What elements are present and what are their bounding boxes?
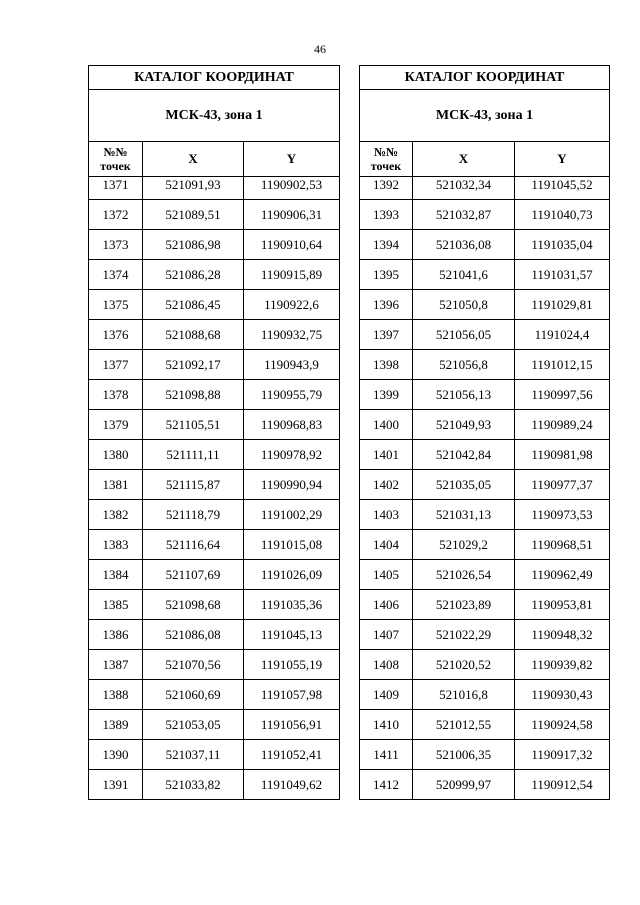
x-coordinate-cell: 521032,87 <box>413 200 515 230</box>
y-coordinate-cell: 1190978,92 <box>244 440 340 470</box>
column-header-point-number-line2: точек <box>100 159 131 173</box>
y-coordinate-cell: 1191024,4 <box>515 320 610 350</box>
table-row <box>360 470 610 500</box>
point-number-cell: 1385 <box>89 590 143 620</box>
y-coordinate-cell: 1191035,36 <box>244 590 340 620</box>
table-row <box>89 290 340 320</box>
point-number-cell: 1404 <box>360 530 413 560</box>
x-coordinate-cell: 521056,05 <box>413 320 515 350</box>
y-coordinate-cell: 1190922,6 <box>244 290 340 320</box>
y-coordinate-cell: 1190990,94 <box>244 470 340 500</box>
y-coordinate-cell: 1191029,81 <box>515 290 610 320</box>
point-number-cell: 1384 <box>89 560 143 590</box>
point-number-cell: 1378 <box>89 380 143 410</box>
table-row <box>89 380 340 410</box>
x-coordinate-cell: 521060,69 <box>143 680 244 710</box>
y-coordinate-cell: 1190932,75 <box>244 320 340 350</box>
x-coordinate-cell: 520999,97 <box>413 770 515 800</box>
y-coordinate-cell: 1191035,04 <box>515 230 610 260</box>
table-row <box>360 500 610 530</box>
x-coordinate-cell: 521098,68 <box>143 590 244 620</box>
coordinate-catalog-left <box>88 65 340 800</box>
y-coordinate-cell: 1191031,57 <box>515 260 610 290</box>
point-number-cell: 1377 <box>89 350 143 380</box>
point-number-cell: 1395 <box>360 260 413 290</box>
catalog-zone: МСК-43, зона 1 <box>89 90 340 142</box>
x-coordinate-cell: 521049,93 <box>413 410 515 440</box>
column-header-x: X <box>143 142 244 177</box>
y-coordinate-cell: 1191055,19 <box>244 650 340 680</box>
x-coordinate-cell: 521107,69 <box>143 560 244 590</box>
point-number-cell: 1381 <box>89 470 143 500</box>
x-coordinate-cell: 521118,79 <box>143 500 244 530</box>
x-coordinate-cell: 521086,08 <box>143 620 244 650</box>
y-coordinate-cell: 1191049,62 <box>244 770 340 800</box>
point-number-cell: 1376 <box>89 320 143 350</box>
point-number-cell: 1390 <box>89 740 143 770</box>
y-coordinate-cell: 1190977,37 <box>515 470 610 500</box>
point-number-cell: 1403 <box>360 500 413 530</box>
table-row <box>360 350 610 380</box>
x-coordinate-cell: 521026,54 <box>413 560 515 590</box>
point-number-cell: 1410 <box>360 710 413 740</box>
y-coordinate-cell: 1190912,54 <box>515 770 610 800</box>
x-coordinate-cell: 521056,8 <box>413 350 515 380</box>
x-coordinate-cell: 521056,13 <box>413 380 515 410</box>
x-coordinate-cell: 521031,13 <box>413 500 515 530</box>
y-coordinate-cell: 1190981,98 <box>515 440 610 470</box>
point-number-cell: 1386 <box>89 620 143 650</box>
table-row <box>360 770 610 800</box>
table-row <box>360 380 610 410</box>
table-row <box>89 320 340 350</box>
point-number-cell: 1406 <box>360 590 413 620</box>
y-coordinate-cell: 1190943,9 <box>244 350 340 380</box>
y-coordinate-cell: 1190989,24 <box>515 410 610 440</box>
y-coordinate-cell: 1191002,29 <box>244 500 340 530</box>
y-coordinate-cell: 1191052,41 <box>244 740 340 770</box>
table-row <box>360 590 610 620</box>
column-header-y: Y <box>515 142 610 177</box>
table-row <box>89 680 340 710</box>
x-coordinate-cell: 521012,55 <box>413 710 515 740</box>
y-coordinate-cell: 1191015,08 <box>244 530 340 560</box>
table-row <box>360 320 610 350</box>
point-number-cell: 1405 <box>360 560 413 590</box>
table-row <box>360 650 610 680</box>
table-row <box>89 530 340 560</box>
y-coordinate-cell: 1191040,73 <box>515 200 610 230</box>
column-header-point-number-line2: точек <box>370 159 402 173</box>
point-number-cell: 1402 <box>360 470 413 500</box>
point-number-cell: 1399 <box>360 380 413 410</box>
x-coordinate-cell: 521016,8 <box>413 680 515 710</box>
table-row <box>360 290 610 320</box>
point-number-cell: 1396 <box>360 290 413 320</box>
y-coordinate-cell: 1190930,43 <box>515 680 610 710</box>
table-row <box>89 500 340 530</box>
column-header-y: Y <box>244 142 340 177</box>
x-coordinate-cell: 521022,29 <box>413 620 515 650</box>
page-number: 46 <box>314 42 326 56</box>
table-row <box>89 350 340 380</box>
y-coordinate-cell: 1191012,15 <box>515 350 610 380</box>
x-coordinate-cell: 521037,11 <box>143 740 244 770</box>
y-coordinate-cell: 1190968,51 <box>515 530 610 560</box>
table-row <box>89 177 340 200</box>
y-coordinate-cell: 1191045,52 <box>515 177 610 200</box>
y-coordinate-cell: 1190962,49 <box>515 560 610 590</box>
x-coordinate-cell: 521029,2 <box>413 530 515 560</box>
coordinate-catalog-right <box>359 65 610 800</box>
point-number-cell: 1372 <box>89 200 143 230</box>
table-row <box>89 740 340 770</box>
column-header-x: X <box>413 142 515 177</box>
table-row <box>360 410 610 440</box>
y-coordinate-cell: 1190915,89 <box>244 260 340 290</box>
column-header-point-number-line1: №№ <box>373 145 399 159</box>
point-number-cell: 1392 <box>360 177 413 200</box>
catalog-body <box>89 177 340 800</box>
table-row <box>360 177 610 200</box>
table-row <box>360 560 610 590</box>
point-number-cell: 1391 <box>89 770 143 800</box>
y-coordinate-cell: 1190924,58 <box>515 710 610 740</box>
x-coordinate-cell: 521032,34 <box>413 177 515 200</box>
table-row <box>360 710 610 740</box>
y-coordinate-cell: 1190968,83 <box>244 410 340 440</box>
table-row <box>89 590 340 620</box>
point-number-cell: 1393 <box>360 200 413 230</box>
catalog-body <box>360 177 610 800</box>
point-number-cell: 1409 <box>360 680 413 710</box>
x-coordinate-cell: 521053,05 <box>143 710 244 740</box>
table-row <box>89 410 340 440</box>
x-coordinate-cell: 521070,56 <box>143 650 244 680</box>
table-row <box>89 710 340 740</box>
point-number-cell: 1394 <box>360 230 413 260</box>
y-coordinate-cell: 1190906,31 <box>244 200 340 230</box>
y-coordinate-cell: 1190902,53 <box>244 177 340 200</box>
x-coordinate-cell: 521088,68 <box>143 320 244 350</box>
point-number-cell: 1389 <box>89 710 143 740</box>
table-row <box>360 620 610 650</box>
table-row <box>360 200 610 230</box>
x-coordinate-cell: 521111,11 <box>143 440 244 470</box>
point-number-cell: 1383 <box>89 530 143 560</box>
y-coordinate-cell: 1190973,53 <box>515 500 610 530</box>
point-number-cell: 1375 <box>89 290 143 320</box>
table-row <box>89 470 340 500</box>
point-number-cell: 1411 <box>360 740 413 770</box>
table-row <box>360 260 610 290</box>
point-number-cell: 1374 <box>89 260 143 290</box>
point-number-cell: 1382 <box>89 500 143 530</box>
table-row <box>360 230 610 260</box>
x-coordinate-cell: 521020,52 <box>413 650 515 680</box>
y-coordinate-cell: 1191045,13 <box>244 620 340 650</box>
table-row <box>89 650 340 680</box>
x-coordinate-cell: 521105,51 <box>143 410 244 440</box>
catalog-zone: МСК-43, зона 1 <box>360 90 610 142</box>
x-coordinate-cell: 521098,88 <box>143 380 244 410</box>
x-coordinate-cell: 521050,8 <box>413 290 515 320</box>
y-coordinate-cell: 1191057,98 <box>244 680 340 710</box>
x-coordinate-cell: 521033,82 <box>143 770 244 800</box>
table-row <box>89 260 340 290</box>
table-row <box>89 560 340 590</box>
x-coordinate-cell: 521086,28 <box>143 260 244 290</box>
point-number-cell: 1398 <box>360 350 413 380</box>
y-coordinate-cell: 1190953,81 <box>515 590 610 620</box>
table-row <box>360 530 610 560</box>
table-row <box>360 740 610 770</box>
column-header-point-number <box>89 142 143 177</box>
column-header-point-number <box>360 142 413 177</box>
column-header-point-number-line1: №№ <box>103 145 128 159</box>
point-number-cell: 1379 <box>89 410 143 440</box>
y-coordinate-cell: 1190917,32 <box>515 740 610 770</box>
x-coordinate-cell: 521006,35 <box>413 740 515 770</box>
x-coordinate-cell: 521091,93 <box>143 177 244 200</box>
point-number-cell: 1380 <box>89 440 143 470</box>
x-coordinate-cell: 521086,98 <box>143 230 244 260</box>
y-coordinate-cell: 1190948,32 <box>515 620 610 650</box>
point-number-cell: 1373 <box>89 230 143 260</box>
point-number-cell: 1408 <box>360 650 413 680</box>
table-row <box>89 620 340 650</box>
x-coordinate-cell: 521089,51 <box>143 200 244 230</box>
table-row <box>360 680 610 710</box>
x-coordinate-cell: 521036,08 <box>413 230 515 260</box>
x-coordinate-cell: 521023,89 <box>413 590 515 620</box>
table-row <box>89 770 340 800</box>
table-row <box>89 230 340 260</box>
x-coordinate-cell: 521092,17 <box>143 350 244 380</box>
x-coordinate-cell: 521041,6 <box>413 260 515 290</box>
x-coordinate-cell: 521116,64 <box>143 530 244 560</box>
y-coordinate-cell: 1191026,09 <box>244 560 340 590</box>
point-number-cell: 1407 <box>360 620 413 650</box>
point-number-cell: 1400 <box>360 410 413 440</box>
point-number-cell: 1401 <box>360 440 413 470</box>
catalog-title: КАТАЛОГ КООРДИНАТ <box>89 66 340 90</box>
x-coordinate-cell: 521115,87 <box>143 470 244 500</box>
point-number-cell: 1371 <box>89 177 143 200</box>
y-coordinate-cell: 1190910,64 <box>244 230 340 260</box>
table-row <box>89 200 340 230</box>
point-number-cell: 1388 <box>89 680 143 710</box>
catalog-title: КАТАЛОГ КООРДИНАТ <box>360 66 610 90</box>
x-coordinate-cell: 521042,84 <box>413 440 515 470</box>
y-coordinate-cell: 1190997,56 <box>515 380 610 410</box>
point-number-cell: 1397 <box>360 320 413 350</box>
y-coordinate-cell: 1191056,91 <box>244 710 340 740</box>
table-row <box>360 440 610 470</box>
x-coordinate-cell: 521086,45 <box>143 290 244 320</box>
y-coordinate-cell: 1190939,82 <box>515 650 610 680</box>
point-number-cell: 1412 <box>360 770 413 800</box>
table-row <box>89 440 340 470</box>
y-coordinate-cell: 1190955,79 <box>244 380 340 410</box>
x-coordinate-cell: 521035,05 <box>413 470 515 500</box>
point-number-cell: 1387 <box>89 650 143 680</box>
